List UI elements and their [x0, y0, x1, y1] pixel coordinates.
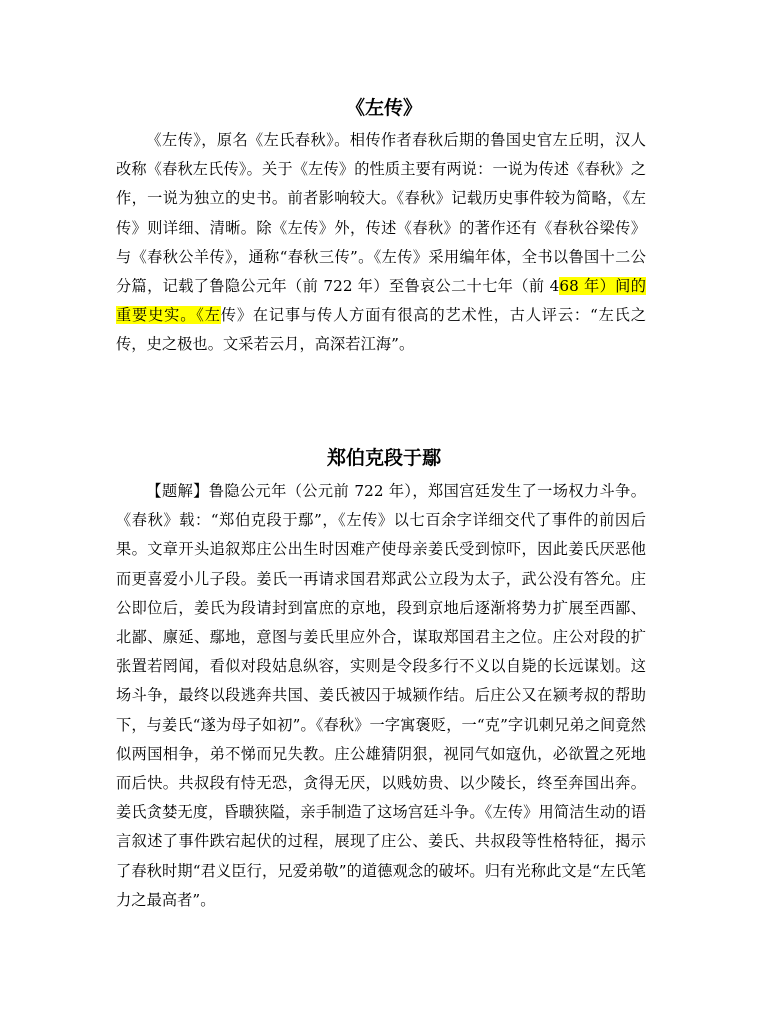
intro-text-part-2: 传》在记事与传人方面有很高的艺术性，古人评云：“左氏之传，史之极也。文采若云月，高深若江海”。: [116, 306, 646, 354]
tijie-paragraph: 【题解】鲁隐公元年（公元前 722 年），郑国宫廷发生了一场权力斗争。《春秋》载：“郑伯克段于鄢”，《左传》以七百余字详细交代了事件的前因后果。文章开头追叙郑庄公出生时因难产使母亲姜氏受到惊吓，因此姜氏厌恶他而更喜爱小儿子段。姜氏一再请求国君郑武公立段为太子，武公没有答允。庄公即位后，姜氏为段请封到富庶的京地，段到京地后逐渐将势力扩展至西鄙、北鄙、廪延、鄢地，意图与姜氏里应外合，谋取郑国君主之位。庄公对段的扩张置若罔闻，看似对段姑息纵容，实则是令段多行不义以自毙的长远谋划。这场斗争，最终以段逃奔共国、姜氏被囚于城颍作结。后庄公又在颍考叔的帮助下，与姜氏“遂为母子如初”。《春秋》一字寓褒贬，一“克”字讥刺兄弟之间竟然似两国相争，弟不悌而兄失教。庄公雄猜阴狠，视同气如寇仇，必欲置之死地而后快。共叔段有恃无恐，贪得无厌，以贱妨贵、以少陵长，终至奔国出奔。姜氏贪婪无度，昏聩狭隘，亲手制造了这场宫廷斗争。《左传》用简洁生动的语言叙述了事件跌宕起伏的过程，展现了庄公、姜氏、共叔段等性格特征，揭示了春秋时期“君义臣行，兄爱弟敬”的道德观念的破坏。归有光称此文是“左氏笔力之最高者”。: [116, 482, 646, 909]
highlighted-text: 68 年）间的重要史实。《左: [116, 277, 646, 325]
section-title-zhengbo: 郑伯克段于鄢: [326, 447, 441, 469]
intro-paragraph-zuozhuan: [116, 126, 646, 360]
intro-text-part-1: 《左传》，原名《左氏春秋》。相传作者春秋后期的鲁国史官左丘明，汉人改称《春秋左氏传》。关于《左传》的性质主要有两说：一说为传述《春秋》之作，一说为独立的史书。前者影响较大。《春秋》记载历史事件较为简略，《左传》则详细、清晰。除《左传》外，传述《春秋》的著作还有《春秋谷梁传》与《春秋公羊传》，通称“春秋三传”。《左传》采用编年体，全书以鲁国十二公分篇，记载了鲁隐公元年（前 722 年）至鲁哀公二十七年（前 4: [116, 131, 646, 296]
section-title-zuozhuan: 《左传》: [345, 97, 422, 119]
